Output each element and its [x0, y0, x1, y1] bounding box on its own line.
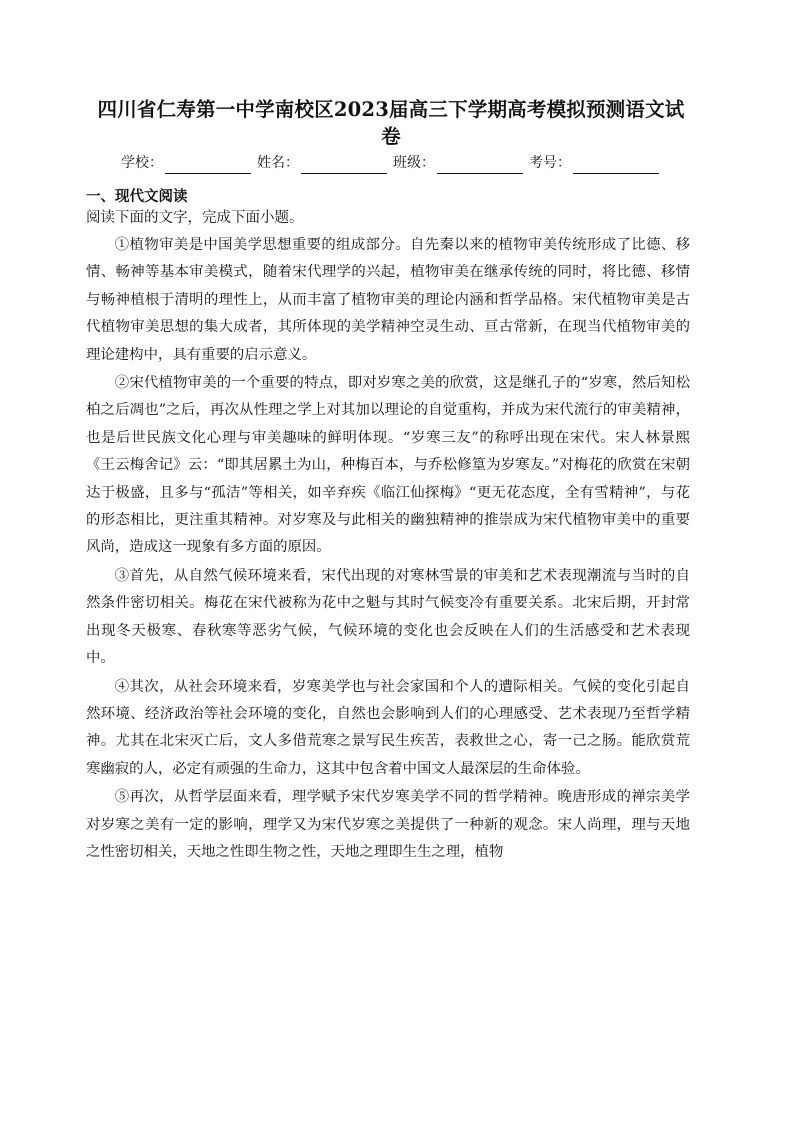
document-title: 四川省仁寿第一中学南校区2023届高三下学期高考模拟预测语文试卷 [97, 98, 685, 148]
class-label: 班级： [393, 155, 435, 171]
class-field [393, 152, 525, 174]
passage-paragraph-2: ②宋代植物审美的一个重要的特点，即对岁寒之美的欣赏，这是继孔子的“岁寒，然后知松柏之后凋也”之后，再次从性理之学上对其加以理论的自觉重构，并成为宋代流行的审美精神，也是后世民族文化心理与审美趣味的鲜明体现。“岁寒三友”的称呼出现在宋代。宋人林景熙《王云梅舍记》云：“即其居累土为山，种梅百本，与乔松修篁为岁寒友。”对梅花的欣赏在宋朝达于极盛，且多与“孤洁”等相关，如辛弃疾《临江仙探梅》“更无花态度，全有雪精神”，与花的形态相比，更注重其精神。对岁寒及与此相关的幽独精神的推崇成为宋代植物审美中的重要风尚，造成这一现象有多方面的原因。 [86, 375, 690, 556]
reading-instruction: 阅读下面的文字，完成下面小题。 [86, 210, 304, 226]
name-blank[interactable] [301, 157, 387, 174]
passage-paragraph-4: ④其次，从社会环境来看，岁寒美学也与社会家国和个人的遭际相关。气候的变化引起自然环境、经济政治等社会环境的变化，自然也会影响到人们的心理感受、艺术表现乃至哲学精神。尤其在北宋灭亡后，文人多借荒寒之景写民生疾苦，表救世之心，寄一己之肠。能欣赏荒寒幽寂的人，必定有顽强的生命力，这其中包含着中国文人最深层的生命体验。 [86, 678, 690, 777]
passage-paragraph-3: ③首先，从自然气候环境来看，宋代出现的对寒林雪景的审美和艺术表现潮流与当时的自然条件密切相关。梅花在宋代被称为花中之魁与其时气候变冷有重要关系。北宋后期，开封常出现冬天极寒、春秋寒等恶劣气候，气候环境的变化也会反映在人们的生活感受和艺术表现中。 [86, 567, 690, 667]
school-blank[interactable] [165, 157, 251, 174]
name-field [257, 152, 389, 174]
exam-number-field [529, 152, 661, 174]
passage-paragraph-1: ①植物审美是中国美学思想重要的组成部分。自先秦以来的植物审美传统形成了比德、移情、畅神等基本审美模式，随着宋代理学的兴起，植物审美在继承传统的同时，将比德、移情与畅神植根于清明的理性上，从而丰富了植物审美的理论内涵和哲学品格。宋代植物审美是古代植物审美思想的集大成者，其所体现的美学精神空灵生动、亘古常新，在现当代植物审美的理论建构中，具有重要的启示意义。 [86, 237, 690, 363]
passage-paragraph-5: ⑤再次，从哲学层面来看，理学赋予宋代岁寒美学不同的哲学精神。晚唐形成的禅宗美学对岁寒之美有一定的影响，理学又为宋代岁寒之美提供了一种新的观念。宋人尚理，理与天地之性密切相关，天地之性即生物之性，天地之理即生生之理，植物 [86, 789, 690, 860]
exam-number-label: 考号： [529, 155, 571, 171]
section-heading: 一、现代文阅读 [86, 189, 188, 205]
school-label: 学校： [121, 155, 163, 171]
exam-number-blank[interactable] [573, 157, 659, 174]
school-field [121, 152, 253, 174]
reading-passage [86, 232, 690, 866]
name-label: 姓名： [257, 155, 299, 171]
student-info-row [86, 152, 690, 174]
class-blank[interactable] [437, 157, 523, 174]
